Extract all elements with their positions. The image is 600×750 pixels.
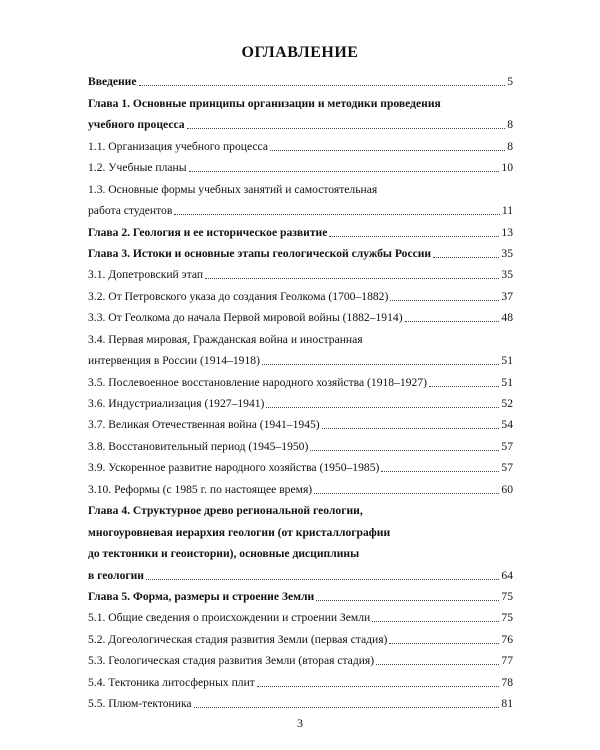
dot-leader [139,84,506,86]
toc-entry[interactable] [88,67,513,88]
dot-leader [372,620,499,622]
toc-entry[interactable] [88,603,513,624]
toc-entry[interactable] [88,624,513,645]
dot-leader [257,685,500,687]
toc-entry[interactable] [88,474,513,495]
toc-entry[interactable] [88,367,513,388]
dot-leader [329,235,499,237]
toc-entry[interactable] [88,689,513,710]
toc-entry[interactable] [88,582,513,603]
page-title: ОГЛАВЛЕНИЕ [241,44,359,61]
toc-entry[interactable] [88,324,513,345]
toc-entry-page: 51 [501,354,513,368]
dot-leader [146,578,499,580]
toc-entry-page: 8 [507,118,513,132]
toc-entry-title: учебного процесса [88,118,185,132]
toc-entry-page: 57 [501,461,513,475]
toc-entry-title: 5.1. Общие сведения о происхождении и строении Земли [88,611,371,625]
toc-entry[interactable] [88,496,513,517]
toc-entry-title: 5.2. Догеологическая стадия развития Земли (первая стадия) [88,632,388,646]
toc-entry[interactable] [88,517,513,538]
toc-entry-page: 64 [501,568,513,582]
dot-leader [314,492,499,494]
dot-leader [322,427,500,429]
dot-leader [187,127,506,129]
dot-leader [266,406,499,408]
toc-entry-title: 5.3. Геологическая стадия развития Земли (вторая стадия) [88,654,375,668]
toc-entry[interactable] [88,88,513,109]
toc-entry-title: 1.1. Организация учебного процесса [88,139,268,153]
dot-leader [174,213,500,215]
toc-entry-title: Глава 2. Геология и ее историческое развитие [88,225,328,239]
toc-entry[interactable] [88,260,513,281]
toc-entry-page: 60 [501,482,513,496]
toc-entry-title: Глава 4. Структурное древо региональной геологии, [88,504,363,518]
toc-entry[interactable] [88,153,513,174]
toc-entry-page: 10 [501,161,513,175]
toc-entry[interactable] [88,217,513,238]
toc-entry-title: 1.2. Учебные планы [88,161,187,175]
toc-entry[interactable] [88,303,513,324]
toc-entry-title: многоуровневая иерархия геологии (от кристаллографии [88,525,391,539]
toc-entry-title: 5.4. Тектоника литосферных плит [88,675,255,689]
toc-entry[interactable] [88,539,513,560]
dot-leader [205,277,499,279]
toc-entry-title: 3.1. Допетровский этап [88,268,204,282]
toc-entry-title: 3.10. Реформы (с 1985 г. по настоящее время) [88,482,313,496]
toc-entry-page: 5 [507,75,513,89]
toc-entry[interactable] [88,281,513,302]
toc-entry-title: 3.8. Восстановительный период (1945–1950) [88,439,309,453]
toc-entry-title: до тектоники и геоистории), основные дисциплины [88,547,360,561]
toc-entry-title: 5.5. Плюм-тектоника [88,697,192,711]
dot-leader [433,256,499,258]
toc-entry-page: 35 [501,246,513,260]
toc-entry-page: 48 [501,311,513,325]
dot-leader [270,149,505,151]
toc-entry-page: 11 [501,204,513,218]
toc-entry-page: 78 [501,675,513,689]
dot-leader [389,642,499,644]
toc-entry[interactable] [88,346,513,367]
dot-leader [381,470,499,472]
toc-entry-title: Глава 3. Истоки и основные этапы геологической службы России [88,246,432,260]
toc-entry-page: 8 [507,139,513,153]
toc-entry-title: Глава 5. Форма, размеры и строение Земли [88,589,315,603]
toc-entry-page: 81 [501,697,513,711]
toc-entry[interactable] [88,453,513,474]
toc-list [88,67,513,710]
dot-leader [376,663,499,665]
toc-entry-page: 75 [501,611,513,625]
toc-entry-title: 1.3. Основные формы учебных занятий и самостоятельная [88,182,378,196]
toc-entry[interactable] [88,646,513,667]
toc-entry[interactable] [88,110,513,131]
toc-entry-page: 35 [501,268,513,282]
dot-leader [405,320,500,322]
dot-leader [390,299,499,301]
toc-entry-page: 76 [501,632,513,646]
toc-entry-page: 51 [501,375,513,389]
toc-entry-title: интервенция в России (1914–1918) [88,354,260,368]
toc-entry-page: 54 [501,418,513,432]
toc-entry[interactable] [88,239,513,260]
toc-entry[interactable] [88,196,513,217]
page-number: 3 [297,716,303,730]
dot-leader [262,363,499,365]
toc-entry-page: 52 [501,397,513,410]
toc-entry[interactable] [88,389,513,410]
toc-entry[interactable] [88,560,513,581]
toc-entry[interactable] [88,174,513,195]
dot-leader [429,385,499,387]
toc-entry-page: 77 [501,654,513,668]
toc-entry-title: 3.6. Индустриализация (1927–1941) [88,397,265,410]
toc-entry-title: 3.3. От Геолкома до начала Первой мировой войны (1882–1914) [88,311,403,325]
dot-leader [194,706,500,708]
toc-entry-title: работа студентов [88,204,173,218]
toc-entry-title: в геологии [88,568,144,582]
toc-entry-title: Введение [88,75,137,89]
toc-entry[interactable] [88,431,513,452]
toc-entry-page: 75 [501,589,513,603]
dot-leader [316,599,499,601]
toc-entry-page: 57 [501,439,513,453]
toc-entry[interactable] [88,410,513,431]
dot-leader [189,170,500,172]
toc-entry[interactable] [88,131,513,152]
toc-entry-title: 3.5. Послевоенное восстановление народного хозяйства (1918–1927) [88,375,427,389]
toc-entry-title: 3.4. Первая мировая, Гражданская война и иностранная [88,332,363,346]
toc-entry-title: 3.7. Великая Отечественная война (1941–1945) [88,418,320,432]
toc-entry[interactable] [88,667,513,688]
toc-entry-page: 37 [501,289,513,303]
toc-entry-title: 3.2. От Петровского указа до создания Геолкома (1700–1882) [88,289,389,303]
toc-entry-title: 3.9. Ускоренное развитие народного хозяйства (1950–1985) [88,461,380,475]
dot-leader [310,449,499,451]
toc-entry-title: Глава 1. Основные принципы организации и методики проведения [88,96,441,110]
toc-entry-page: 13 [501,225,513,239]
